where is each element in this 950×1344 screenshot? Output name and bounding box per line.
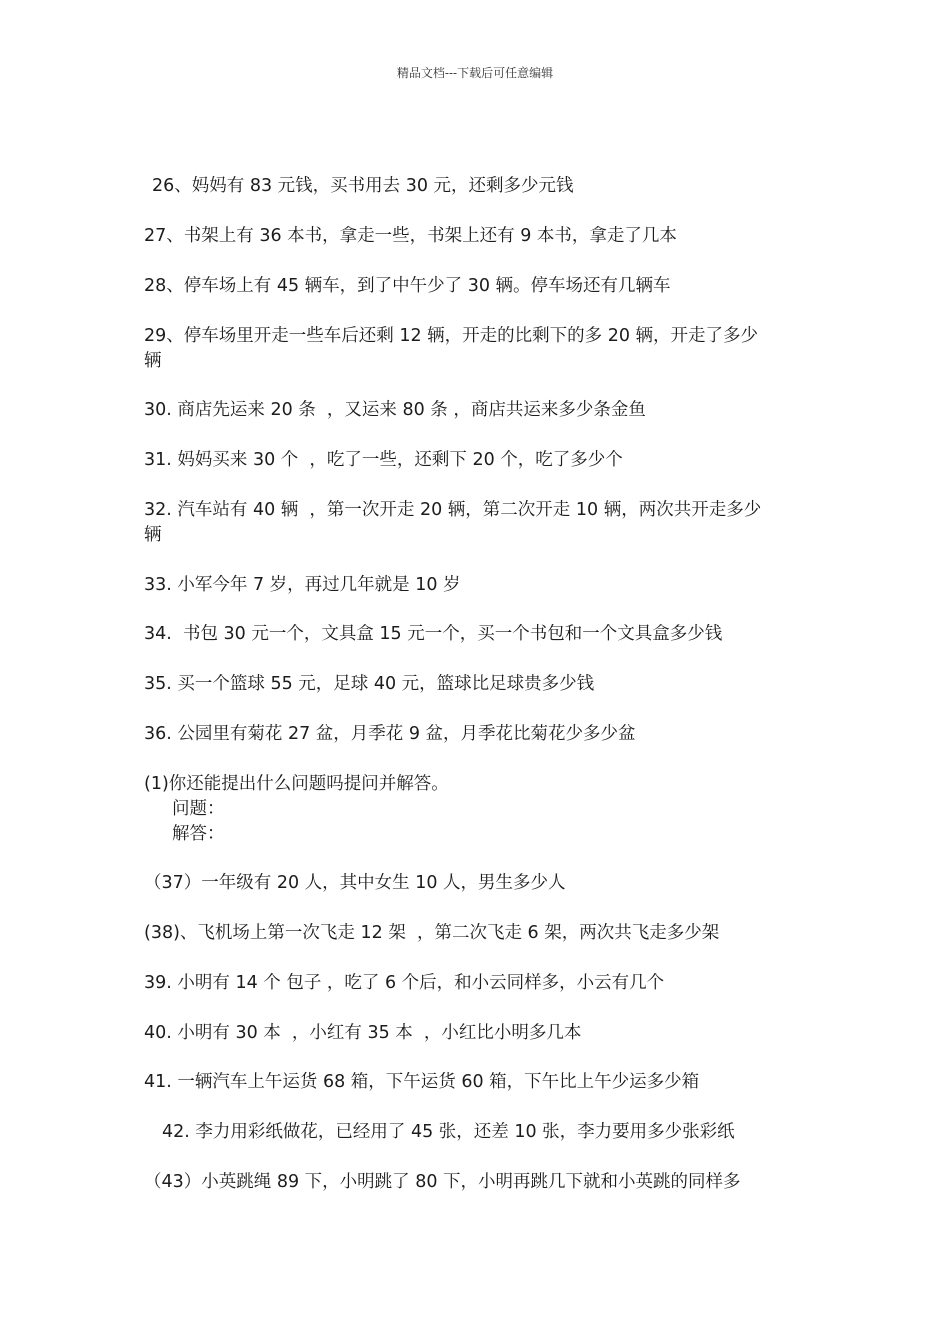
- question-36: 36. 公园里有菊花 27 盆，月季花 9 盆，月季花比菊花少多少盆: [144, 724, 636, 744]
- question-41: 41. 一辆汽车上午运货 68 箱，下午运货 60 箱，下午比上午少运多少箱: [144, 1072, 700, 1092]
- follow-up-prompt: (1)你还能提出什么问题吗提问并解答。: [144, 774, 449, 794]
- question-38: (38)、飞机场上第一次飞走 12 架 ，第二次飞走 6 架，两次共飞走多少架: [144, 923, 720, 943]
- question-29-continued: 辆: [144, 351, 162, 371]
- question-40: 40. 小明有 30 本 ，小红有 35 本 ，小红比小明多几本: [144, 1023, 582, 1043]
- question-27: 27、书架上有 36 本书，拿走一些，书架上还有 9 本书，拿走了几本: [144, 226, 677, 246]
- question-label: 问题：: [172, 799, 225, 819]
- question-33: 33. 小军今年 7 岁，再过几年就是 10 岁: [144, 575, 461, 595]
- question-34: 34. 书包 30 元一个，文具盒 15 元一个，买一个书包和一个文具盒多少钱: [144, 624, 723, 644]
- question-35: 35. 买一个篮球 55 元，足球 40 元，篮球比足球贵多少钱: [144, 674, 595, 694]
- answer-label: 解答：: [172, 824, 225, 844]
- question-31: 31. 妈妈买来 30 个 ，吃了一些，还剩下 20 个，吃了多少个: [144, 450, 623, 470]
- question-32: 32. 汽车站有 40 辆 ，第一次开走 20 辆，第二次开走 10 辆，两次共开走多少: [144, 500, 762, 520]
- question-30: 30. 商店先运来 20 条 ，又运来 80 条 ，商店共运来多少条金鱼: [144, 400, 646, 420]
- question-28: 28、停车场上有 45 辆车，到了中午少了 30 辆。停车场还有几辆车: [144, 276, 671, 296]
- question-43: （43）小英跳绳 89 下，小明跳了 80 下，小明再跳几下就和小英跳的同样多: [144, 1172, 741, 1192]
- question-29: 29、停车场里开走一些车后还剩 12 辆，开走的比剩下的多 20 辆，开走了多少: [144, 326, 759, 346]
- question-26: 26、妈妈有 83 元钱，买书用去 30 元，还剩多少元钱: [152, 176, 574, 196]
- question-32-continued: 辆: [144, 525, 162, 545]
- question-39: 39. 小明有 14 个 包子 ，吃了 6 个后，和小云同样多，小云有几个: [144, 973, 665, 993]
- question-37: （37）一年级有 20 人，其中女生 10 人，男生多少人: [144, 873, 566, 893]
- page-header: 精品文档---下载后可任意编辑: [396, 66, 554, 80]
- question-42: 42. 李力用彩纸做花，已经用了 45 张，还差 10 张，李力要用多少张彩纸: [162, 1122, 735, 1142]
